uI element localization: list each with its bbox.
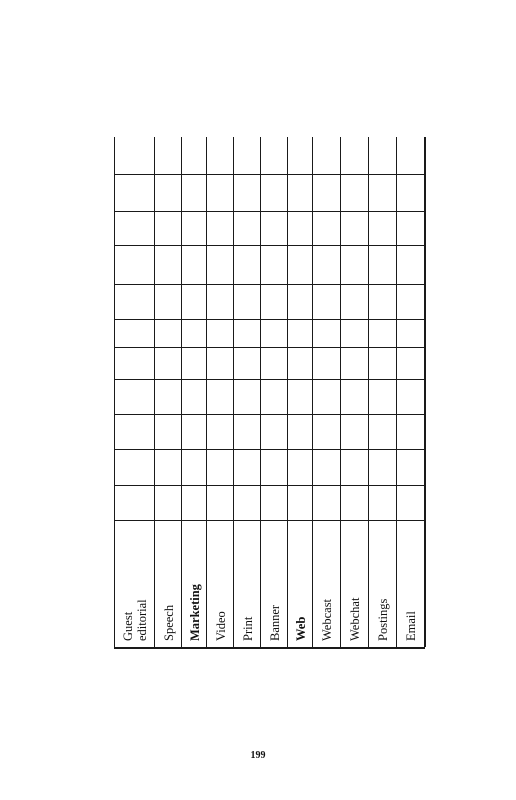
row-label-line: Email [404,611,418,641]
table-column-rule [287,137,288,647]
table-row-rule [114,449,425,450]
table-row-rule [114,319,425,320]
table-row-rule [114,211,425,212]
table-row-rule [114,414,425,415]
table-row-rule [114,245,425,246]
row-label [404,524,418,641]
table-column-rule [206,137,207,647]
row-label-line: Guest [121,611,135,641]
table-row-rule [114,347,425,348]
row-label-line: Postings [376,598,390,641]
table-column-rule [154,137,155,647]
row-label [241,524,255,641]
row-label [348,524,362,641]
row-label [320,524,334,641]
row-label-line: Webchat [348,597,362,641]
table-row-rule [114,647,425,649]
table-row-rule [114,379,425,380]
row-label [294,524,308,641]
table-column-rule [181,137,182,647]
table-column-rule [233,137,234,647]
table-column-rule [340,137,341,647]
row-label [376,524,390,641]
row-label-line: Speech [161,604,176,641]
table-row-rule [114,284,425,285]
table-column-rule [368,137,369,647]
row-label [268,524,282,641]
page-number: 199 [250,750,266,761]
table-row-rule [114,485,425,486]
row-label [214,524,228,641]
row-label [162,524,176,641]
row-label-line: Webcast [320,598,334,641]
table-column-rule [396,137,397,647]
row-label-line: Marketing [187,584,202,641]
table-row-rule [114,520,425,521]
table-column-rule [424,137,426,647]
row-label-line: Video [213,611,228,641]
row-label-line: Banner [267,604,282,641]
table-row-rule [114,174,425,175]
row-label-line: Web [293,616,308,641]
table-column-rule [260,137,261,647]
row-label-line: editorial [135,599,149,641]
row-label [188,524,202,641]
row-label-line: Print [240,616,255,641]
row-label [121,524,149,641]
table-column-rule [114,137,115,647]
table-column-rule [312,137,313,647]
